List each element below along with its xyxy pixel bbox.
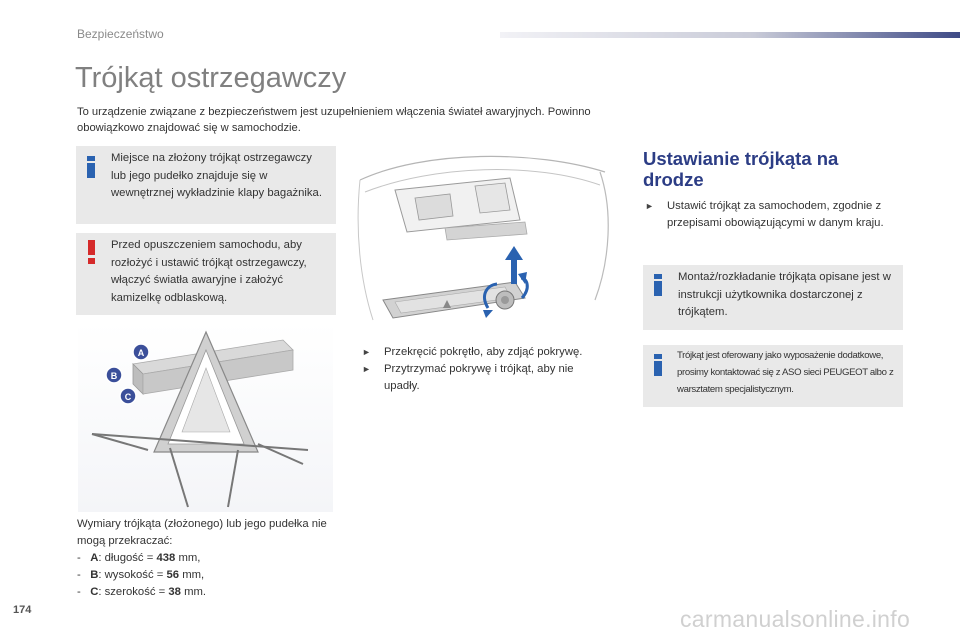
info-box-accessory bbox=[643, 345, 903, 407]
right-section-title: Ustawianie trójkąta na drodze bbox=[643, 148, 839, 190]
label-b: B bbox=[110, 371, 118, 381]
page-title: Trójkąt ostrzegawczy bbox=[75, 62, 347, 94]
bullet-arrow-icon: ► bbox=[362, 347, 371, 357]
info-icon bbox=[654, 274, 662, 296]
label-a: A bbox=[137, 348, 145, 358]
warning-triangle-illustration bbox=[78, 322, 333, 512]
info-box-assembly-text: Montaż/rozkładanie trójkąta opisane jest w instrukcji użytkownika dostarczonej z trójkątem. bbox=[678, 271, 891, 318]
intro-text: To urządzenie związane z bezpieczeństwem jest uzupełnieniem włączenia świateł awaryjnych. Powinno obowiązkowo znajdować się w samochodzie. bbox=[77, 106, 591, 134]
info-box-location-text: Miejsce na złożony trójkąt ostrzegawczy lub jego pudełko znajduje się w wewnętrznej wykładzinie klapy bagażnika. bbox=[111, 152, 322, 199]
badge-c bbox=[120, 388, 136, 404]
dimensions-intro: Wymiary trójkąta (złożonego) lub jego pudełka nie mogą przekraczać: bbox=[77, 518, 327, 547]
info-box-accessory-text: Trójkąt jest oferowany jako wyposażenie dodatkowe, prosimy kontaktować się z ASO sieci PEUGEOT albo z warsztatem specjalistycznym. bbox=[677, 350, 894, 395]
warning-icon bbox=[88, 240, 95, 264]
warning-box bbox=[76, 233, 336, 315]
bullet-arrow-icon: ► bbox=[645, 201, 654, 211]
bullet-arrow-icon: ► bbox=[362, 364, 371, 374]
warning-box-text: Przed opuszczeniem samochodu, aby rozłożyć i ustawić trójkąt ostrzegawczy, włączyć światła awaryjne i założyć kamizelkę odblaskową. bbox=[111, 239, 307, 304]
label-c: C bbox=[124, 392, 132, 402]
info-icon bbox=[654, 354, 662, 376]
header-bar bbox=[500, 32, 960, 38]
info-icon bbox=[87, 156, 95, 178]
page-number: 174 bbox=[13, 604, 32, 616]
trunk-lid-illustration bbox=[355, 150, 615, 335]
dimensions-text bbox=[77, 516, 347, 601]
list-item: ► Przekręcić pokrętło, aby zdjąć pokrywę. bbox=[362, 344, 612, 361]
info-box-location bbox=[76, 146, 336, 224]
placement-step bbox=[645, 198, 907, 232]
dimension-b: - B: wysokość = 56 mm, bbox=[77, 569, 205, 581]
watermark: carmanualsonline.info bbox=[680, 606, 911, 632]
badge-b bbox=[106, 367, 122, 383]
info-box-assembly bbox=[643, 265, 903, 330]
dimension-a: - A: długość = 438 mm, bbox=[77, 552, 201, 564]
section-label: Bezpieczeństwo bbox=[77, 27, 164, 41]
list-item: ► Przytrzymać pokrywę i trójkąt, aby nie upadły. bbox=[362, 363, 574, 392]
list-item: ► Ustawić trójkąt za samochodem, zgodnie z przepisami obowiązującymi w danym kraju. bbox=[645, 200, 884, 229]
dimension-c: - C: szerokość = 38 mm. bbox=[77, 586, 207, 598]
removal-steps bbox=[362, 344, 612, 395]
badge-a bbox=[133, 344, 149, 360]
